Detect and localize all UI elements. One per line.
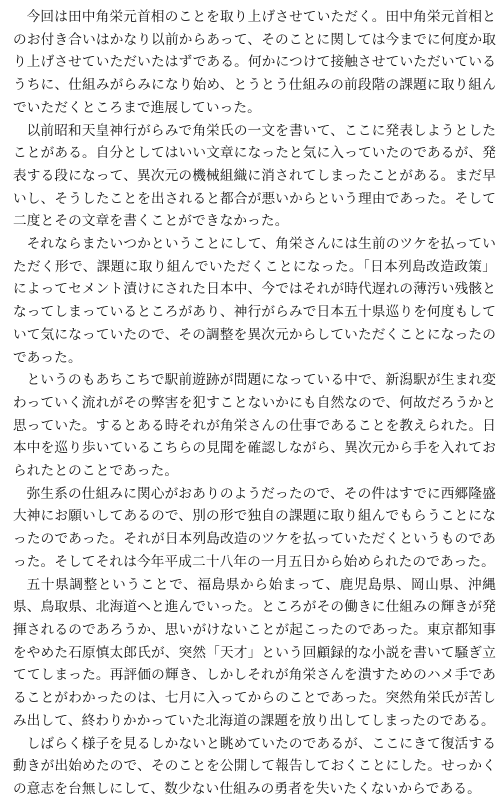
paragraph-3: それならまたいつかということにして、角栄さんには生前のツケを払っていただく形で、課題に取り組んでいただくことになった。「日本列島改造政策」によってセメント漬けにされた日本中、今ではそれが時代遅れの薄汚い残骸となってしまっているところがあり、神行がらみで日本五十県巡りを何度もしていて気になっていたので、その調整を異次元からしていただくことになったのであった。 — [13, 236, 496, 366]
paragraph-6: 五十県調整ということで、福島県から始まって、鹿児島県、岡山県、沖縄県、鳥取県、北海道へと進んでいった。ところがその働きに仕組みの輝きが発揮されるのであろうか、思いがけないことが起こったのであった。東京都知事をやめた石原慎太郎氏が、突然「天才」という回顧録的な小説を書いて騒ぎ立ててしまった。再評価の輝き、しかしそれが角栄さんを潰すためのハメ手であることがわかったのは、七月に入ってからのことであった。突然角栄氏が苦しみ出して、終わりかかっていた北海道の課題を放り出してしまったのである。 — [13, 576, 496, 729]
paragraph-1: 今回は田中角栄元首相のことを取り上げさせていただく。田中角栄元首相とのお付き合いはかなり以前からあって、そのことに関しては今までに何度か取り上げさせていただいたはずである。何かにつけて接触させていただいているうちに、仕組みがらみになり始め、とうとう仕組みの前段階の課題に取り組んでいただくところまで進展していった。 — [13, 9, 496, 116]
paragraph-5: 弥生系の仕組みに関心がおありのようだったので、その件はすでに西郷隆盛大神にお願いしてあるので、別の形で独自の課題に取り組んでもらうことになったのであった。それが日本列島改造のツケを払っていただくというものであった。そしてそれは今年平成二十八年の一月五日から始められたのであった。 — [13, 485, 496, 570]
paragraph-7: しばらく様子を見るしかないと眺めていたのであるが、ここにきて復活する動きが出始めたので、そのことを公開して報告しておくことにした。せっかくの意志を台無しにして、数少ない仕組みの勇者を失いたくないからである。 — [13, 735, 496, 797]
paragraph-4: というのもあちこちで駅前遊跡が問題になっている中で、新潟駅が生まれ変わっていく流れがその弊害を犯すことないかにも自然なので、何故だろうかと思っていた。するとある時それが角栄さんの仕事であることを教えられた。日本中を巡り歩いているこちらの見聞を確認しながら、異次元から手を入れておられたとのことであった。 — [13, 372, 496, 480]
paragraph-2: 以前昭和天皇神行がらみで角栄氏の一文を書いて、ここに発表しようとしたことがある。自分としてはいい文章になったと気に入っていたのであるが、発表する段になって、異次元の機械組織に消されてしまったことがある。まだ早いし、そうしたことを出されると都合が悪いからという理由であった。そして二度とその文章を書くことができなかった。 — [13, 122, 496, 230]
